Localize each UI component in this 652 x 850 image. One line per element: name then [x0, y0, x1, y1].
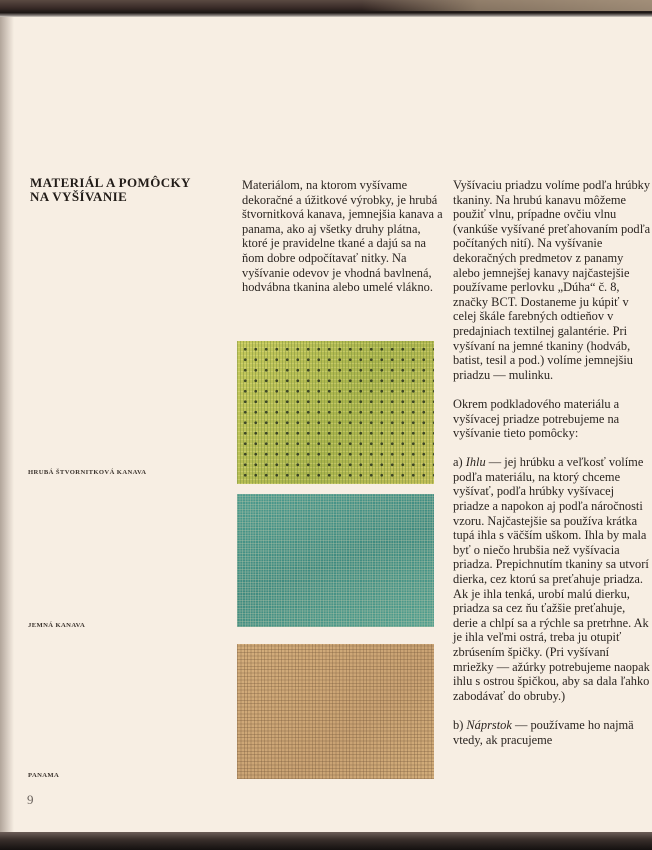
intro-paragraph: Materiálom, na ktorom vyšívame dekoračné a úžitkové výrobky, je hrubá štvornitková kanava, jemnejšia kanava a panama, ako aj všetky druhy plátna, ktoré je pravidelne tkané a dajú sa na ňom dobre odpočítavať nitky. Na vyšívanie odevov je vhodná bavlnená, hodvábna tkanina alebo umelé vlákno.	[242, 178, 443, 295]
caption-fine-canvas: JEMNÁ KANAVA	[28, 622, 86, 629]
thimble-paragraph	[453, 718, 652, 747]
page-number: 9	[27, 792, 34, 807]
needle-term: Ihlu	[465, 455, 486, 470]
caption-panama: PANAMA	[28, 772, 60, 779]
yarn-paragraph: Vyšívaciu priadzu volíme podľa hrúbky tkaniny. Na hrubú kanavu môžeme použiť vlnu, prípadne ovčiu vlnu (vankúše vyšívané preťahovaním podľa počítaných nití). Na vyšívanie dekoračných predmetov z panamy alebo jemnejšej kanavy najčastejšie používame perlovku „Dúha“ č. 8, značky BCT. Dostaneme ju kúpiť v celej škále farebných odtieňov v predajniach textilnej galantérie. Pri vyšívaní na jemné tkaniny (hodváb, batist, tesil a pod.) volíme jemnejšiu priadzu — mulinku.	[453, 178, 651, 382]
needle-text: — jej hrúbku a veľkosť volíme podľa materiálu, na ktorý chceme vyšívať, podľa hrúbky vyšívacej priadze a napokon aj podľa náročnosti vzoru. Najčastejšie sa používa krátka tupá ihla s väčším uškom. Ihla by mala byť o niečo hrubšia než vyšívacia priadza. Prepichnutím tkaniny sa utvorí dierka, cez ktorú sa preťahuje priadza. Ak je ihla tenká, urobí malú dierku, priadza sa cez ňu ťažšie preťahuje, derie a chlpí sa a rýchle sa pretrhne. Ak je ihla veľmi ostrá, treba ju otupiť zbrúsením špičky. (Pri vyšívaní mriežky — ažúrky potrebujeme naopak ihlu s ostrou špičkou, aby sa dala ľahko zabodávať do obruby.)	[453, 455, 650, 703]
fabric-swatch-coarse-canvas	[237, 341, 434, 484]
thimble-prefix: b)	[453, 717, 467, 732]
needle-prefix: a)	[453, 455, 466, 470]
book-bottom-edge	[0, 832, 652, 850]
thimble-text: — používame ho najmä vtedy, ak pracujeme	[453, 717, 634, 747]
right-text-column	[453, 178, 652, 762]
caption-coarse-canvas: HRUBÁ ŠTVORNITKOVÁ KANAVA	[28, 469, 147, 476]
book-top-edge-tint	[362, 0, 652, 11]
section-title-line-1: MATERIÁL A POMÔCKY	[30, 175, 191, 190]
page-gutter-shadow	[0, 17, 14, 832]
fabric-swatch-panama	[237, 644, 434, 779]
section-title-line-2: NA VYŠÍVANIE	[30, 189, 128, 204]
tools-intro-paragraph: Okrem podkladového materiálu a vyšívacej priadze potrebujeme na vyšívanie tieto pomôcky:	[453, 396, 620, 441]
needle-paragraph	[453, 455, 652, 703]
book-top-edge	[0, 0, 652, 17]
fabric-swatch-fine-canvas	[237, 494, 434, 627]
section-title	[30, 176, 230, 204]
thimble-term: Náprstok	[466, 717, 512, 732]
middle-text-column	[242, 178, 447, 309]
